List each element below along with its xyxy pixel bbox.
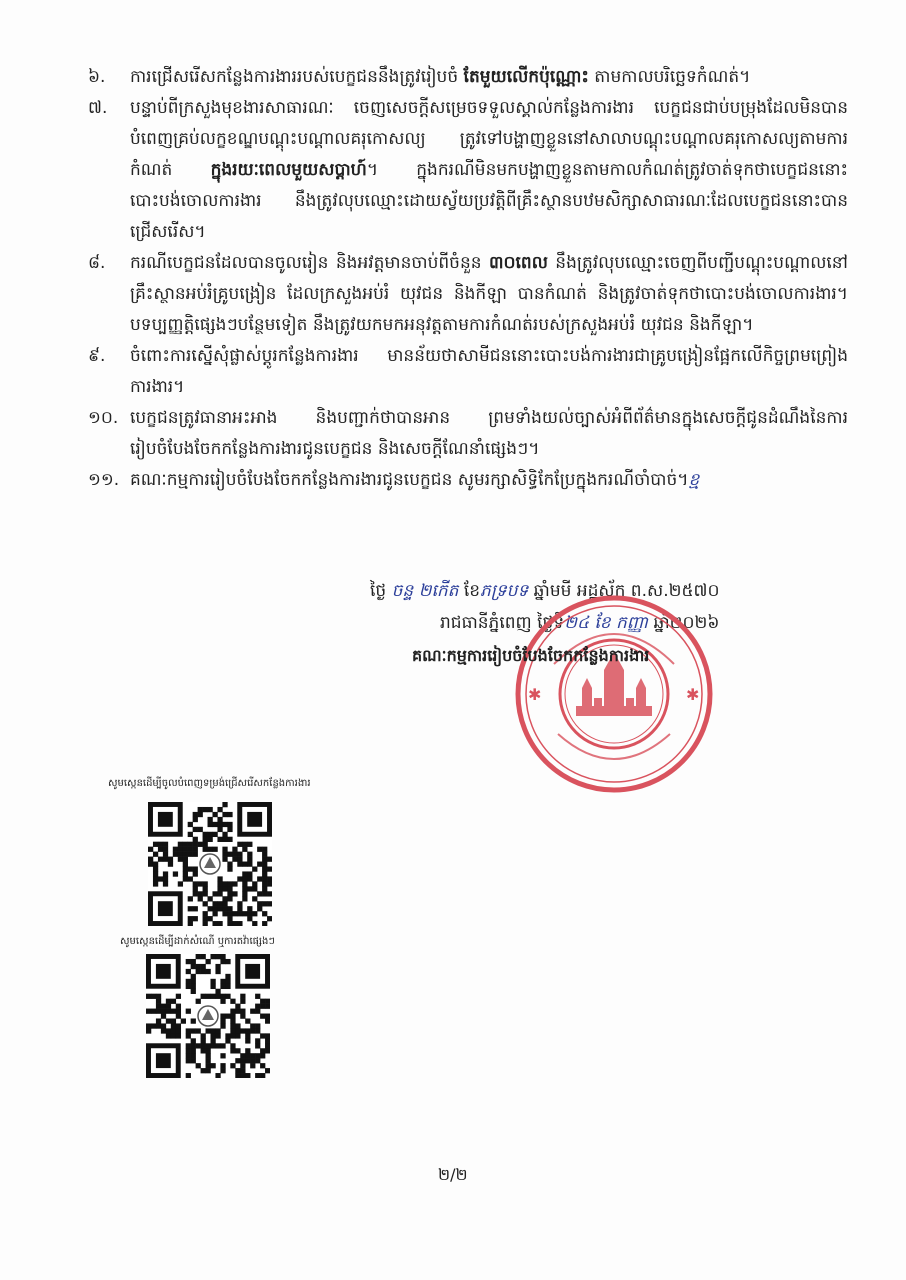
- list-item: [88, 248, 848, 341]
- item-number: ៧.: [88, 98, 108, 118]
- handwritten-lunar-day: ចន្ទ ២កើត: [391, 581, 459, 601]
- qr-code-icon[interactable]: [146, 954, 270, 1078]
- svg-text:✱: ✱: [528, 685, 542, 704]
- item-text: បន្ទាប់ពីក្រសួងមុខងារសាធារណៈ ចេញសេចក្តីសម្រេចទទួលស្គាល់កន្លែងការងារ បេក្ខជនជាប់បម្រុងដែលមិនបានបំពេញគ្រប់លក្ខខណ្ឌបណ្តុះបណ្តាលគរុកោសល្យ ត្រូវទៅបង្ហាញខ្លួននៅសាលាបណ្តុះបណ្តាលគរុកោសល្យតាមការកំណត់ ក្នុងរយៈពេលមួយសប្តាហ៍។ ក្នុងករណីមិនមកបង្ហាញខ្លួនតាមកាលកំណត់ត្រូវចាត់ទុកថាបេក្ខជននោះបោះបង់ចោលការងារ នឹងត្រូវលុបឈ្មោះដោយស្វ័យប្រវត្តិពីគ្រឹះស្ថានបឋមសិក្សាសាធារណៈដែលបេក្ខជននោះបានជ្រើសរើស។: [130, 98, 848, 242]
- handwritten-initials: ខ្ម: [688, 470, 700, 490]
- qr-caption-form: សូមស្កេនដើម្បីចូលបំពេញទម្រង់ជ្រើសរើសកន្លែងការងារ: [108, 778, 311, 789]
- list-item: [88, 341, 848, 403]
- qr-caption-complaint: សូមស្កេនដើម្បីដាក់សំណើ ឬការតវ៉ាផ្សេងៗ: [120, 936, 275, 947]
- item-text: ចំពោះការស្នើសុំផ្លាស់ប្តូរកន្លែងការងារ មានន័យថាសាមីជននោះបោះបង់ការងារជាគ្រូបង្រៀនផ្អែកលើកិច្ចព្រមព្រៀងការងារ។: [130, 346, 848, 397]
- numbered-list: [88, 62, 848, 496]
- item-number: ១១.: [88, 470, 120, 490]
- committee-name: គណៈកម្មការរៀបចំបែងចែកកន្លែងការងារ: [412, 646, 650, 665]
- handwritten-lunar-month: ភទ្របទ: [480, 581, 529, 601]
- lunar-date: ថ្ងៃ ចន្ទ ២កើត ខែភទ្របទ ឆ្នាំមមី អដ្ឋស័ក ព.ស.២៥៧០: [370, 581, 720, 601]
- item-number: ៨.: [88, 253, 106, 273]
- list-item: [88, 93, 848, 248]
- svg-text:✱: ✱: [686, 685, 700, 704]
- item-number: ៩.: [88, 346, 106, 366]
- qr-code-icon[interactable]: [148, 802, 272, 926]
- page-number: ២/២: [438, 1165, 468, 1184]
- item-text: ករណីបេក្ខជនដែលបានចូលរៀន និងអវត្តមានចាប់ពីចំនួន ៣០ពេល នឹងត្រូវលុបឈ្មោះចេញពីបញ្ជីបណ្តុះបណ្តាលនៅគ្រឹះស្ថានអប់រំគ្រូបង្រៀន ដែលក្រសួងអប់រំ យុវជន និងកីឡា បានកំណត់ និងត្រូវចាត់ទុកថាបោះបង់ចោលការងារ។ បទប្បញ្ញត្តិផ្សេងៗបន្ថែមទៀត នឹងត្រូវយកមកអនុវត្តតាមការកំណត់របស់ក្រសួងអប់រំ យុវជន និងកីឡា។: [130, 253, 848, 335]
- handwritten-solar-date: ២៤ ខែ កញ្ញា: [564, 613, 649, 633]
- official-seal-icon: [514, 594, 714, 794]
- list-item: [88, 403, 848, 465]
- item-text: ការជ្រើសរើសកន្លែងការងាររបស់បេក្ខជននឹងត្រូវរៀបចំ តែមួយលើកប៉ុណ្ណោះ តាមកាលបរិច្ឆេទកំណត់។: [130, 67, 751, 87]
- item-text: បេក្ខជនត្រូវធានាអះអាង និងបញ្ជាក់ថាបានអាន ព្រមទាំងយល់ច្បាស់អំពីព័ត៌មានក្នុងសេចក្តីជូនដំណឹងនៃការរៀបចំបែងចែកកន្លែងការងារជូនបេក្ខជន និងសេចក្តីណែនាំផ្សេងៗ។: [130, 408, 848, 459]
- list-item: [88, 62, 848, 93]
- item-number: ១០.: [88, 408, 119, 428]
- item-number: ៦.: [88, 67, 106, 87]
- item-text: គណៈកម្មការរៀបចំបែងចែកកន្លែងការងារជូនបេក្ខជន សូមរក្សាសិទ្ធិកែប្រែក្នុងករណីចាំបាច់។ខ្ម: [130, 470, 700, 490]
- list-item: [88, 465, 848, 496]
- solar-date: រាជធានីភ្នំពេញ ថ្ងៃទី២៤ ខែ កញ្ញា ឆ្នាំ២០២៦: [440, 613, 720, 633]
